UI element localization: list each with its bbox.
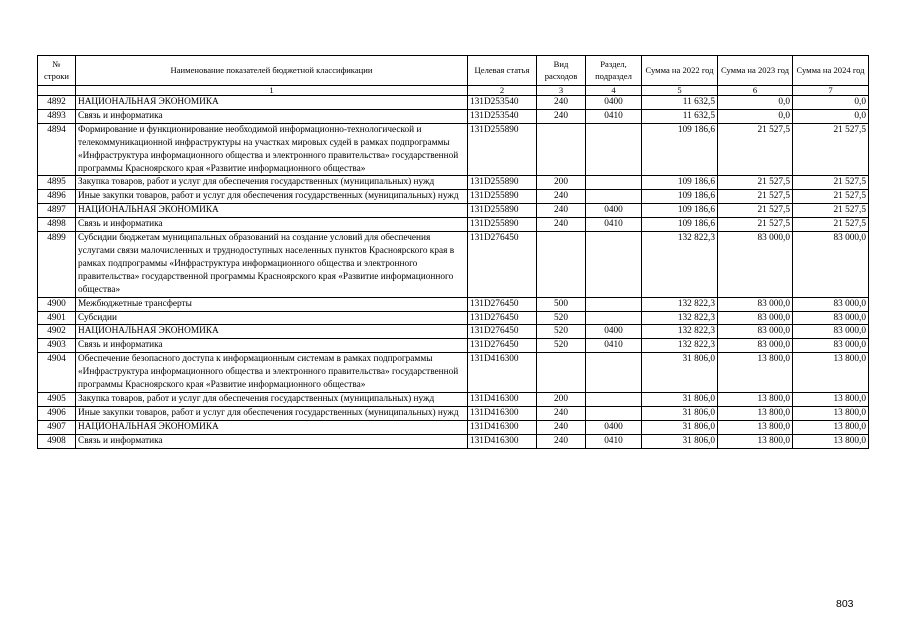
row-target-cell: 131D255890 <box>468 176 537 190</box>
row-type-cell: 240 <box>537 218 586 232</box>
row-sum-2023-cell: 0,0 <box>718 109 793 123</box>
row-target-cell: 131D276450 <box>468 325 537 339</box>
row-sum-2022-cell: 109 186,6 <box>642 176 718 190</box>
row-sum-2024-cell: 0,0 <box>793 96 869 110</box>
column-number: 3 <box>537 86 586 96</box>
row-sum-2023-cell: 13 800,0 <box>718 353 793 393</box>
row-target-cell: 131D253540 <box>468 96 537 110</box>
row-sum-2022-cell: 109 186,6 <box>642 123 718 176</box>
table-row <box>38 353 869 393</box>
header-sum-2023: Сумма на 2023 год <box>718 56 793 86</box>
table-row <box>38 176 869 190</box>
budget-table <box>37 55 869 449</box>
row-name-cell: НАЦИОНАЛЬНАЯ ЭКОНОМИКА <box>76 420 468 434</box>
row-sum-2023-cell: 21 527,5 <box>718 204 793 218</box>
row-type-cell: 240 <box>537 406 586 420</box>
row-sum-2023-cell: 13 800,0 <box>718 420 793 434</box>
row-sum-2023-cell: 21 527,5 <box>718 123 793 176</box>
row-type-cell: 240 <box>537 109 586 123</box>
row-section-cell <box>586 190 642 204</box>
row-name-cell: Иные закупки товаров, работ и услуг для обеспечения государственных (муниципальных) нужд <box>76 190 468 204</box>
row-type-cell <box>537 123 586 176</box>
row-type-cell: 240 <box>537 434 586 448</box>
row-type-cell <box>537 232 586 298</box>
row-name-cell: Межбюджетные трансферты <box>76 297 468 311</box>
header-target: Целевая статья <box>468 56 537 86</box>
row-name-cell: Закупка товаров, работ и услуг для обеспечения государственных (муниципальных) нужд <box>76 392 468 406</box>
row-target-cell: 131D276450 <box>468 232 537 298</box>
row-name-cell: Формирование и функционирование необходимой информационно-технологической и телекоммуникационной инфраструктуры на участках мировых судей в рамках подпрограммы «Инфраструктура информационного общества и электронного правительства» государственной программы Красноярского края «Развитие информационного общества» <box>76 123 468 176</box>
row-section-cell: 0410 <box>586 339 642 353</box>
row-sum-2024-cell: 21 527,5 <box>793 123 869 176</box>
row-target-cell: 131D416300 <box>468 434 537 448</box>
row-sum-2023-cell: 83 000,0 <box>718 232 793 298</box>
row-sum-2022-cell: 11 632,5 <box>642 109 718 123</box>
column-number: 1 <box>76 86 468 96</box>
row-sum-2022-cell: 109 186,6 <box>642 190 718 204</box>
row-type-cell: 500 <box>537 297 586 311</box>
row-sum-2023-cell: 13 800,0 <box>718 392 793 406</box>
row-sum-2024-cell: 13 800,0 <box>793 406 869 420</box>
row-number-cell: 4900 <box>38 297 76 311</box>
table-row <box>38 434 869 448</box>
row-sum-2023-cell: 0,0 <box>718 96 793 110</box>
row-sum-2024-cell: 13 800,0 <box>793 420 869 434</box>
row-sum-2022-cell: 31 806,0 <box>642 392 718 406</box>
row-type-cell: 520 <box>537 325 586 339</box>
row-section-cell: 0410 <box>586 109 642 123</box>
row-sum-2022-cell: 11 632,5 <box>642 96 718 110</box>
row-sum-2023-cell: 13 800,0 <box>718 406 793 420</box>
row-sum-2023-cell: 21 527,5 <box>718 218 793 232</box>
row-type-cell: 240 <box>537 190 586 204</box>
row-sum-2022-cell: 31 806,0 <box>642 353 718 393</box>
row-section-cell <box>586 123 642 176</box>
row-sum-2024-cell: 83 000,0 <box>793 325 869 339</box>
row-name-cell: Иные закупки товаров, работ и услуг для обеспечения государственных (муниципальных) нужд <box>76 406 468 420</box>
table-row <box>38 297 869 311</box>
header-row-no: № строки <box>38 56 76 86</box>
row-type-cell: 520 <box>537 311 586 325</box>
row-section-cell <box>586 406 642 420</box>
row-sum-2023-cell: 21 527,5 <box>718 190 793 204</box>
row-type-cell: 240 <box>537 96 586 110</box>
table-body <box>38 96 869 449</box>
row-sum-2023-cell: 13 800,0 <box>718 434 793 448</box>
row-sum-2022-cell: 132 822,3 <box>642 325 718 339</box>
column-number: 7 <box>793 86 869 96</box>
header-row <box>38 56 869 86</box>
row-number-cell: 4905 <box>38 392 76 406</box>
row-sum-2022-cell: 31 806,0 <box>642 406 718 420</box>
row-sum-2023-cell: 83 000,0 <box>718 325 793 339</box>
row-sum-2024-cell: 21 527,5 <box>793 190 869 204</box>
row-number-cell: 4894 <box>38 123 76 176</box>
table-row <box>38 190 869 204</box>
row-sum-2022-cell: 132 822,3 <box>642 311 718 325</box>
row-target-cell: 131D416300 <box>468 420 537 434</box>
row-sum-2022-cell: 132 822,3 <box>642 339 718 353</box>
row-sum-2024-cell: 0,0 <box>793 109 869 123</box>
row-number-cell: 4898 <box>38 218 76 232</box>
row-name-cell: Связь и информатика <box>76 218 468 232</box>
row-sum-2023-cell: 83 000,0 <box>718 297 793 311</box>
table-row <box>38 218 869 232</box>
row-name-cell: Связь и информатика <box>76 339 468 353</box>
table-row <box>38 109 869 123</box>
row-name-cell: Закупка товаров, работ и услуг для обеспечения государственных (муниципальных) нужд <box>76 176 468 190</box>
row-section-cell: 0400 <box>586 96 642 110</box>
row-target-cell: 131D276450 <box>468 311 537 325</box>
header-type: Вид расходов <box>537 56 586 86</box>
row-number-cell: 4904 <box>38 353 76 393</box>
row-target-cell: 131D416300 <box>468 406 537 420</box>
row-type-cell: 200 <box>537 176 586 190</box>
row-sum-2024-cell: 13 800,0 <box>793 434 869 448</box>
row-number-cell: 4893 <box>38 109 76 123</box>
row-number-cell: 4897 <box>38 204 76 218</box>
row-sum-2024-cell: 13 800,0 <box>793 392 869 406</box>
column-number: 2 <box>468 86 537 96</box>
row-section-cell <box>586 392 642 406</box>
table-row <box>38 420 869 434</box>
header-sum-2022: Сумма на 2022 год <box>642 56 718 86</box>
header-name: Наименование показателей бюджетной классификации <box>76 56 468 86</box>
row-target-cell: 131D416300 <box>468 353 537 393</box>
row-type-cell: 520 <box>537 339 586 353</box>
row-type-cell: 240 <box>537 420 586 434</box>
row-sum-2022-cell: 31 806,0 <box>642 420 718 434</box>
row-target-cell: 131D255890 <box>468 204 537 218</box>
row-name-cell: Обеспечение безопасного доступа к информационным системам в рамках подпрограммы «Инфраструктура информационного общества и электронного правительства» государственной программы Красноярского края «Развитие информационного общества» <box>76 353 468 393</box>
page-number: 803 <box>836 598 854 610</box>
row-number-cell: 4908 <box>38 434 76 448</box>
row-target-cell: 131D255890 <box>468 218 537 232</box>
header-sum-2024: Сумма на 2024 год <box>793 56 869 86</box>
column-number: 5 <box>642 86 718 96</box>
row-name-cell: НАЦИОНАЛЬНАЯ ЭКОНОМИКА <box>76 204 468 218</box>
row-sum-2022-cell: 109 186,6 <box>642 204 718 218</box>
row-section-cell: 0400 <box>586 325 642 339</box>
row-type-cell: 240 <box>537 204 586 218</box>
row-target-cell: 131D276450 <box>468 339 537 353</box>
row-number-cell: 4901 <box>38 311 76 325</box>
table-row <box>38 204 869 218</box>
row-sum-2022-cell: 109 186,6 <box>642 218 718 232</box>
column-number: 4 <box>586 86 642 96</box>
row-sum-2024-cell: 83 000,0 <box>793 232 869 298</box>
row-sum-2022-cell: 31 806,0 <box>642 434 718 448</box>
column-number <box>38 86 76 96</box>
row-section-cell <box>586 311 642 325</box>
row-section-cell <box>586 297 642 311</box>
row-name-cell: Субсидии <box>76 311 468 325</box>
row-number-cell: 4892 <box>38 96 76 110</box>
row-section-cell: 0400 <box>586 420 642 434</box>
row-sum-2024-cell: 21 527,5 <box>793 176 869 190</box>
table-row <box>38 406 869 420</box>
table-row <box>38 232 869 298</box>
header-section: Раздел, подраздел <box>586 56 642 86</box>
row-sum-2024-cell: 83 000,0 <box>793 311 869 325</box>
row-target-cell: 131D276450 <box>468 297 537 311</box>
table-row <box>38 311 869 325</box>
row-name-cell: Связь и информатика <box>76 109 468 123</box>
row-sum-2023-cell: 83 000,0 <box>718 339 793 353</box>
row-number-cell: 4906 <box>38 406 76 420</box>
row-name-cell: Субсидии бюджетам муниципальных образований на создание условий для обеспечения услугами связи малочисленных и труднодоступных населенных пунктов Красноярского края в рамках подпрограммы «Инфраструктура информационного общества и электронного правительства» государственной программы Красноярского края «Развитие информационного общества» <box>76 232 468 298</box>
row-sum-2024-cell: 13 800,0 <box>793 353 869 393</box>
row-target-cell: 131D253540 <box>468 109 537 123</box>
row-section-cell: 0410 <box>586 434 642 448</box>
row-sum-2024-cell: 21 527,5 <box>793 204 869 218</box>
table-row <box>38 325 869 339</box>
row-sum-2024-cell: 21 527,5 <box>793 218 869 232</box>
row-name-cell: НАЦИОНАЛЬНАЯ ЭКОНОМИКА <box>76 96 468 110</box>
row-sum-2024-cell: 83 000,0 <box>793 297 869 311</box>
row-name-cell: Связь и информатика <box>76 434 468 448</box>
row-sum-2023-cell: 83 000,0 <box>718 311 793 325</box>
row-sum-2023-cell: 21 527,5 <box>718 176 793 190</box>
row-number-cell: 4903 <box>38 339 76 353</box>
row-number-cell: 4895 <box>38 176 76 190</box>
row-type-cell <box>537 353 586 393</box>
row-section-cell <box>586 232 642 298</box>
row-number-cell: 4896 <box>38 190 76 204</box>
row-name-cell: НАЦИОНАЛЬНАЯ ЭКОНОМИКА <box>76 325 468 339</box>
row-number-cell: 4899 <box>38 232 76 298</box>
row-section-cell <box>586 176 642 190</box>
table-row <box>38 123 869 176</box>
table-row <box>38 339 869 353</box>
table-row <box>38 392 869 406</box>
row-sum-2024-cell: 83 000,0 <box>793 339 869 353</box>
column-number: 6 <box>718 86 793 96</box>
row-sum-2022-cell: 132 822,3 <box>642 232 718 298</box>
row-target-cell: 131D255890 <box>468 190 537 204</box>
row-target-cell: 131D255890 <box>468 123 537 176</box>
column-numbers-row <box>38 86 869 96</box>
row-number-cell: 4907 <box>38 420 76 434</box>
row-type-cell: 200 <box>537 392 586 406</box>
row-section-cell <box>586 353 642 393</box>
row-sum-2022-cell: 132 822,3 <box>642 297 718 311</box>
row-section-cell: 0410 <box>586 218 642 232</box>
row-number-cell: 4902 <box>38 325 76 339</box>
row-section-cell: 0400 <box>586 204 642 218</box>
row-target-cell: 131D416300 <box>468 392 537 406</box>
table-row <box>38 96 869 110</box>
